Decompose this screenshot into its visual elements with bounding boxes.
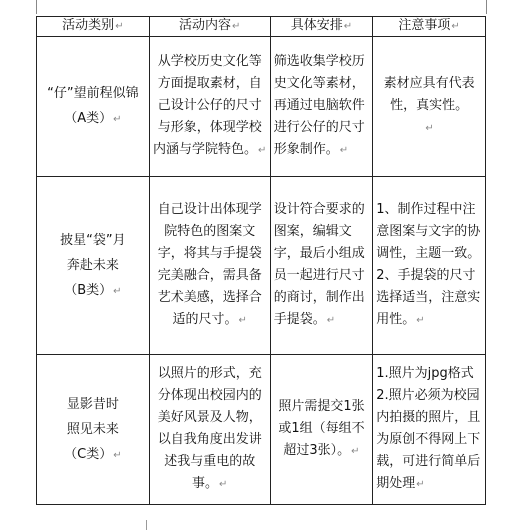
- activity-type-line: 显影昔时: [66, 396, 119, 412]
- table-row: [37, 177, 486, 355]
- activity-type-line: （C类）↵: [64, 446, 122, 462]
- header-arrangement: 具体安排↵: [270, 17, 373, 37]
- header-notes: 注意事项↵: [373, 17, 486, 37]
- activity-type-cell: [37, 355, 150, 505]
- activity-type-line: “仔”望前程似锦: [47, 86, 139, 101]
- activity-content-cell: 自己设计出体现学院特色的图案文字，将其与手提袋完美融合，需具备艺术美感，选择合适的尺寸。↵: [149, 177, 270, 355]
- activity-content-cell: 以照片的形式，充分体现出校园内的美好风景及人物，以自我角度出发讲述我与重电的故事。↵: [149, 355, 270, 505]
- margin-marker: [486, 0, 487, 14]
- activity-type-line: 照见未来: [66, 421, 119, 437]
- note-line: 2、手提袋的尺寸选择适当，注意实用性。↵: [376, 268, 481, 327]
- activity-table: [36, 16, 486, 505]
- cursor-marker: [146, 520, 147, 530]
- activity-type-line: （B类）↵: [64, 282, 122, 298]
- note-line: 1、制作过程中注意图案与文字的协调性，主题一致。: [376, 202, 481, 261]
- activity-type-line: 披星“袋”月: [60, 232, 126, 248]
- table-row: [37, 355, 486, 505]
- margin-marker: [36, 0, 37, 14]
- arrangement-cell: 筛选收集学校历史文化等素材，再通过电脑软件进行公仔的尺寸形象制作。↵: [270, 37, 373, 177]
- activity-type-line: 奔赴未来: [66, 257, 119, 273]
- notes-cell: [373, 177, 486, 355]
- table-row: [37, 37, 486, 177]
- activity-type-cell: [37, 37, 150, 177]
- note-line: 素材应具有代表性，真实性。: [383, 76, 475, 113]
- activity-type-line: （A类）↵: [64, 111, 122, 126]
- activity-type-cell: [37, 177, 150, 355]
- note-line: 1.照片为jpg格式: [376, 366, 474, 381]
- table-header-row: [37, 17, 486, 37]
- header-activity-type: 活动类别↵: [37, 17, 150, 37]
- arrangement-cell: 设计符合要求的图案，编辑文字，最后小组成员一起进行尺寸的商讨，制作出手提袋。↵: [270, 177, 373, 355]
- header-activity-content: 活动内容↵: [149, 17, 270, 37]
- notes-cell: 素材应具有代表性，真实性。 ↵: [373, 37, 486, 177]
- arrangement-cell: 照片需提交1张或1组（每组不超过3张）。↵: [270, 355, 373, 505]
- activity-content-cell: 从学校历史文化等方面提取素材，自己设计公仔的尺寸与形象，体现学校内涵与学院特色。↵: [149, 37, 270, 177]
- notes-cell: [373, 355, 486, 505]
- note-line: 2.照片必须为校园内拍摄的照片，且为原创不得网上下载，可进行简单后期处理↵: [376, 388, 481, 491]
